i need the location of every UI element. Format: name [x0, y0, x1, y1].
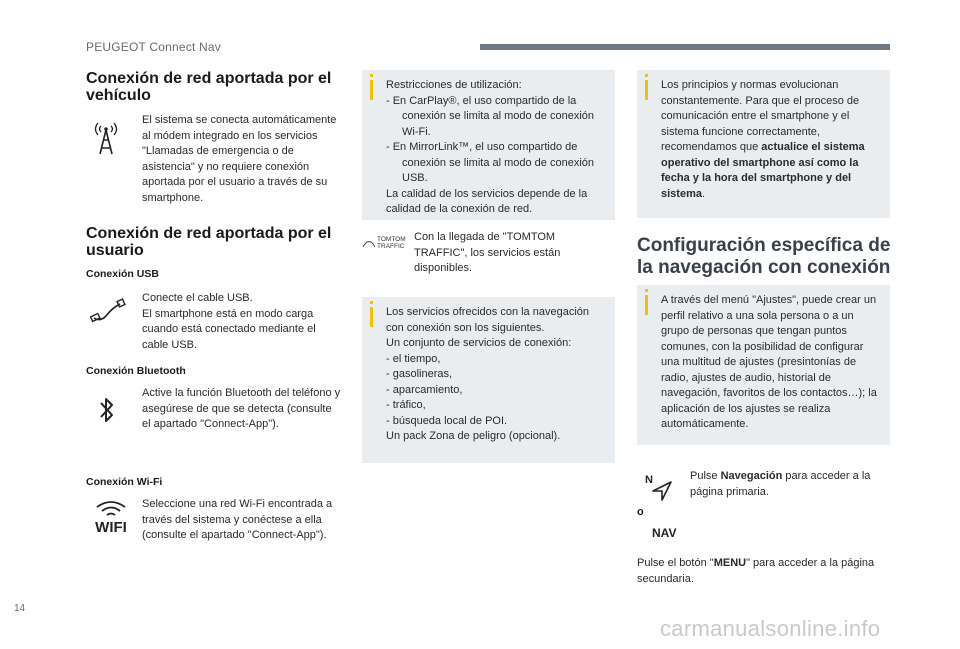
- update-note-bold: actualice el sistema operativo del smartphone así como la fecha y la hora del smartphone y del sistema: [661, 141, 865, 200]
- antenna-icon: [92, 118, 120, 156]
- nav-text-pre: Pulse: [690, 470, 721, 482]
- usb-title: Conexión USB: [86, 268, 159, 280]
- services-note: [362, 297, 615, 463]
- nav-button-label: NAV: [652, 526, 677, 540]
- restrictions-outro: La calidad de los servicios depende de la calidad de la conexión de red.: [386, 187, 588, 215]
- section-title-user: Conexión de red aportada por el usuario: [86, 225, 332, 259]
- service-item: - gasolineras,: [386, 368, 453, 380]
- menu-text-bold: MENU: [713, 557, 747, 569]
- restrictions-intro: Restricciones de utilización:: [386, 79, 522, 91]
- navigation-arrow-icon: [645, 474, 675, 504]
- wifi-icon: [90, 500, 132, 536]
- smartphone-update-note: [637, 70, 890, 218]
- settings-note-text: A través del menú "Ajustes", puede crear un perfil relativo a una sola persona o a un grupo de personas que tengan puntos comunes, con la posibilidad de configurar una multitud de ajustes (presintonías de radio, ajustes de audio, historial de navegación, favoritos de los contactos…); la aplicación de los ajustes se realiza automáticamente.: [661, 294, 877, 430]
- bluetooth-title: Conexión Bluetooth: [86, 365, 186, 377]
- info-marker-icon: [645, 80, 648, 100]
- nav-text-post: para acceder a la página primaria.: [690, 470, 871, 498]
- info-marker-icon: [370, 307, 373, 327]
- wifi-text: Seleccione una red Wi-Fi encontrada a través del sistema y conéctese a ella (consulte el apartado "Connect-App").: [142, 498, 333, 541]
- bluetooth-icon: [98, 394, 116, 426]
- usb-text: Conecte el cable USB. El smartphone está en modo carga cuando está conectado mediante el cable USB.: [142, 292, 316, 351]
- navigation-north-letter: N: [645, 474, 653, 486]
- services-intro: Los servicios ofrecidos con la navegación con conexión son los siguientes. Un conjunto de servicios de conexión:: [386, 306, 590, 349]
- info-marker-icon: [370, 80, 373, 100]
- menu-instruction: [637, 556, 887, 587]
- section-title-vehicle: Conexión de red aportada por el vehículo: [86, 70, 332, 104]
- restrictions-carplay: - En CarPlay®, el uso compartido de la conexión se limita al modo de conexión Wi-Fi.: [386, 94, 595, 138]
- service-item: - tráfico,: [386, 399, 426, 411]
- restrictions-mirrorlink: - En MirrorLink™, el uso compartido de conexión se limita al modo de conexión USB.: [386, 141, 595, 184]
- config-title: Configuración específica de la navegación con conexión: [637, 235, 891, 278]
- header-bar: [480, 44, 890, 50]
- bluetooth-text: Active la función Bluetooth del teléfono y asegúrese de que se detecta (consulte el apartado "Connect-App").: [142, 387, 341, 430]
- restrictions-note: [362, 70, 615, 220]
- service-item: - aparcamiento,: [386, 383, 463, 396]
- service-item: - el tiempo,: [386, 352, 441, 365]
- navigation-instruction: [690, 469, 880, 500]
- usb-cable-icon: [90, 296, 126, 326]
- settings-note: [637, 285, 890, 445]
- menu-text-post: " para acceder a la página secundaria.: [637, 557, 875, 585]
- update-note-end: .: [701, 187, 706, 200]
- menu-text-pre: Pulse el botón ": [637, 557, 714, 569]
- watermark: carmanualsonline.info: [660, 616, 881, 641]
- wifi-icon-label: WIFI: [95, 519, 127, 536]
- info-marker-icon: [645, 295, 648, 315]
- tomtom-text: Con la llegada de "TOMTOM TRAFFIC", los servicios están disponibles.: [414, 231, 561, 274]
- services-outro: Un pack Zona de peligro (opcional).: [386, 430, 561, 442]
- nav-text-bold: Navegación: [720, 470, 783, 482]
- running-header: PEUGEOT Connect Nav: [86, 40, 221, 54]
- vehicle-text: El sistema se conecta automáticamente al módem integrado en los servicios "Llamadas de emergencia o de asistencia" y no requiere conexión aportada por el usuario a través de su smartphone.: [142, 114, 337, 204]
- page-number: 14: [14, 603, 26, 614]
- wifi-title: Conexión Wi-Fi: [86, 476, 163, 488]
- update-note-text: Los principios y normas evolucionan constantemente. Para que el proceso de comunicación entre el smartphone y el sistema funcione correctamente, recomendamos que: [661, 79, 860, 153]
- tomtom-logo-text: TOMTOM TRAFFIC: [377, 236, 406, 250]
- service-item: - búsqueda local de POI.: [386, 414, 508, 427]
- or-label: o: [637, 506, 644, 518]
